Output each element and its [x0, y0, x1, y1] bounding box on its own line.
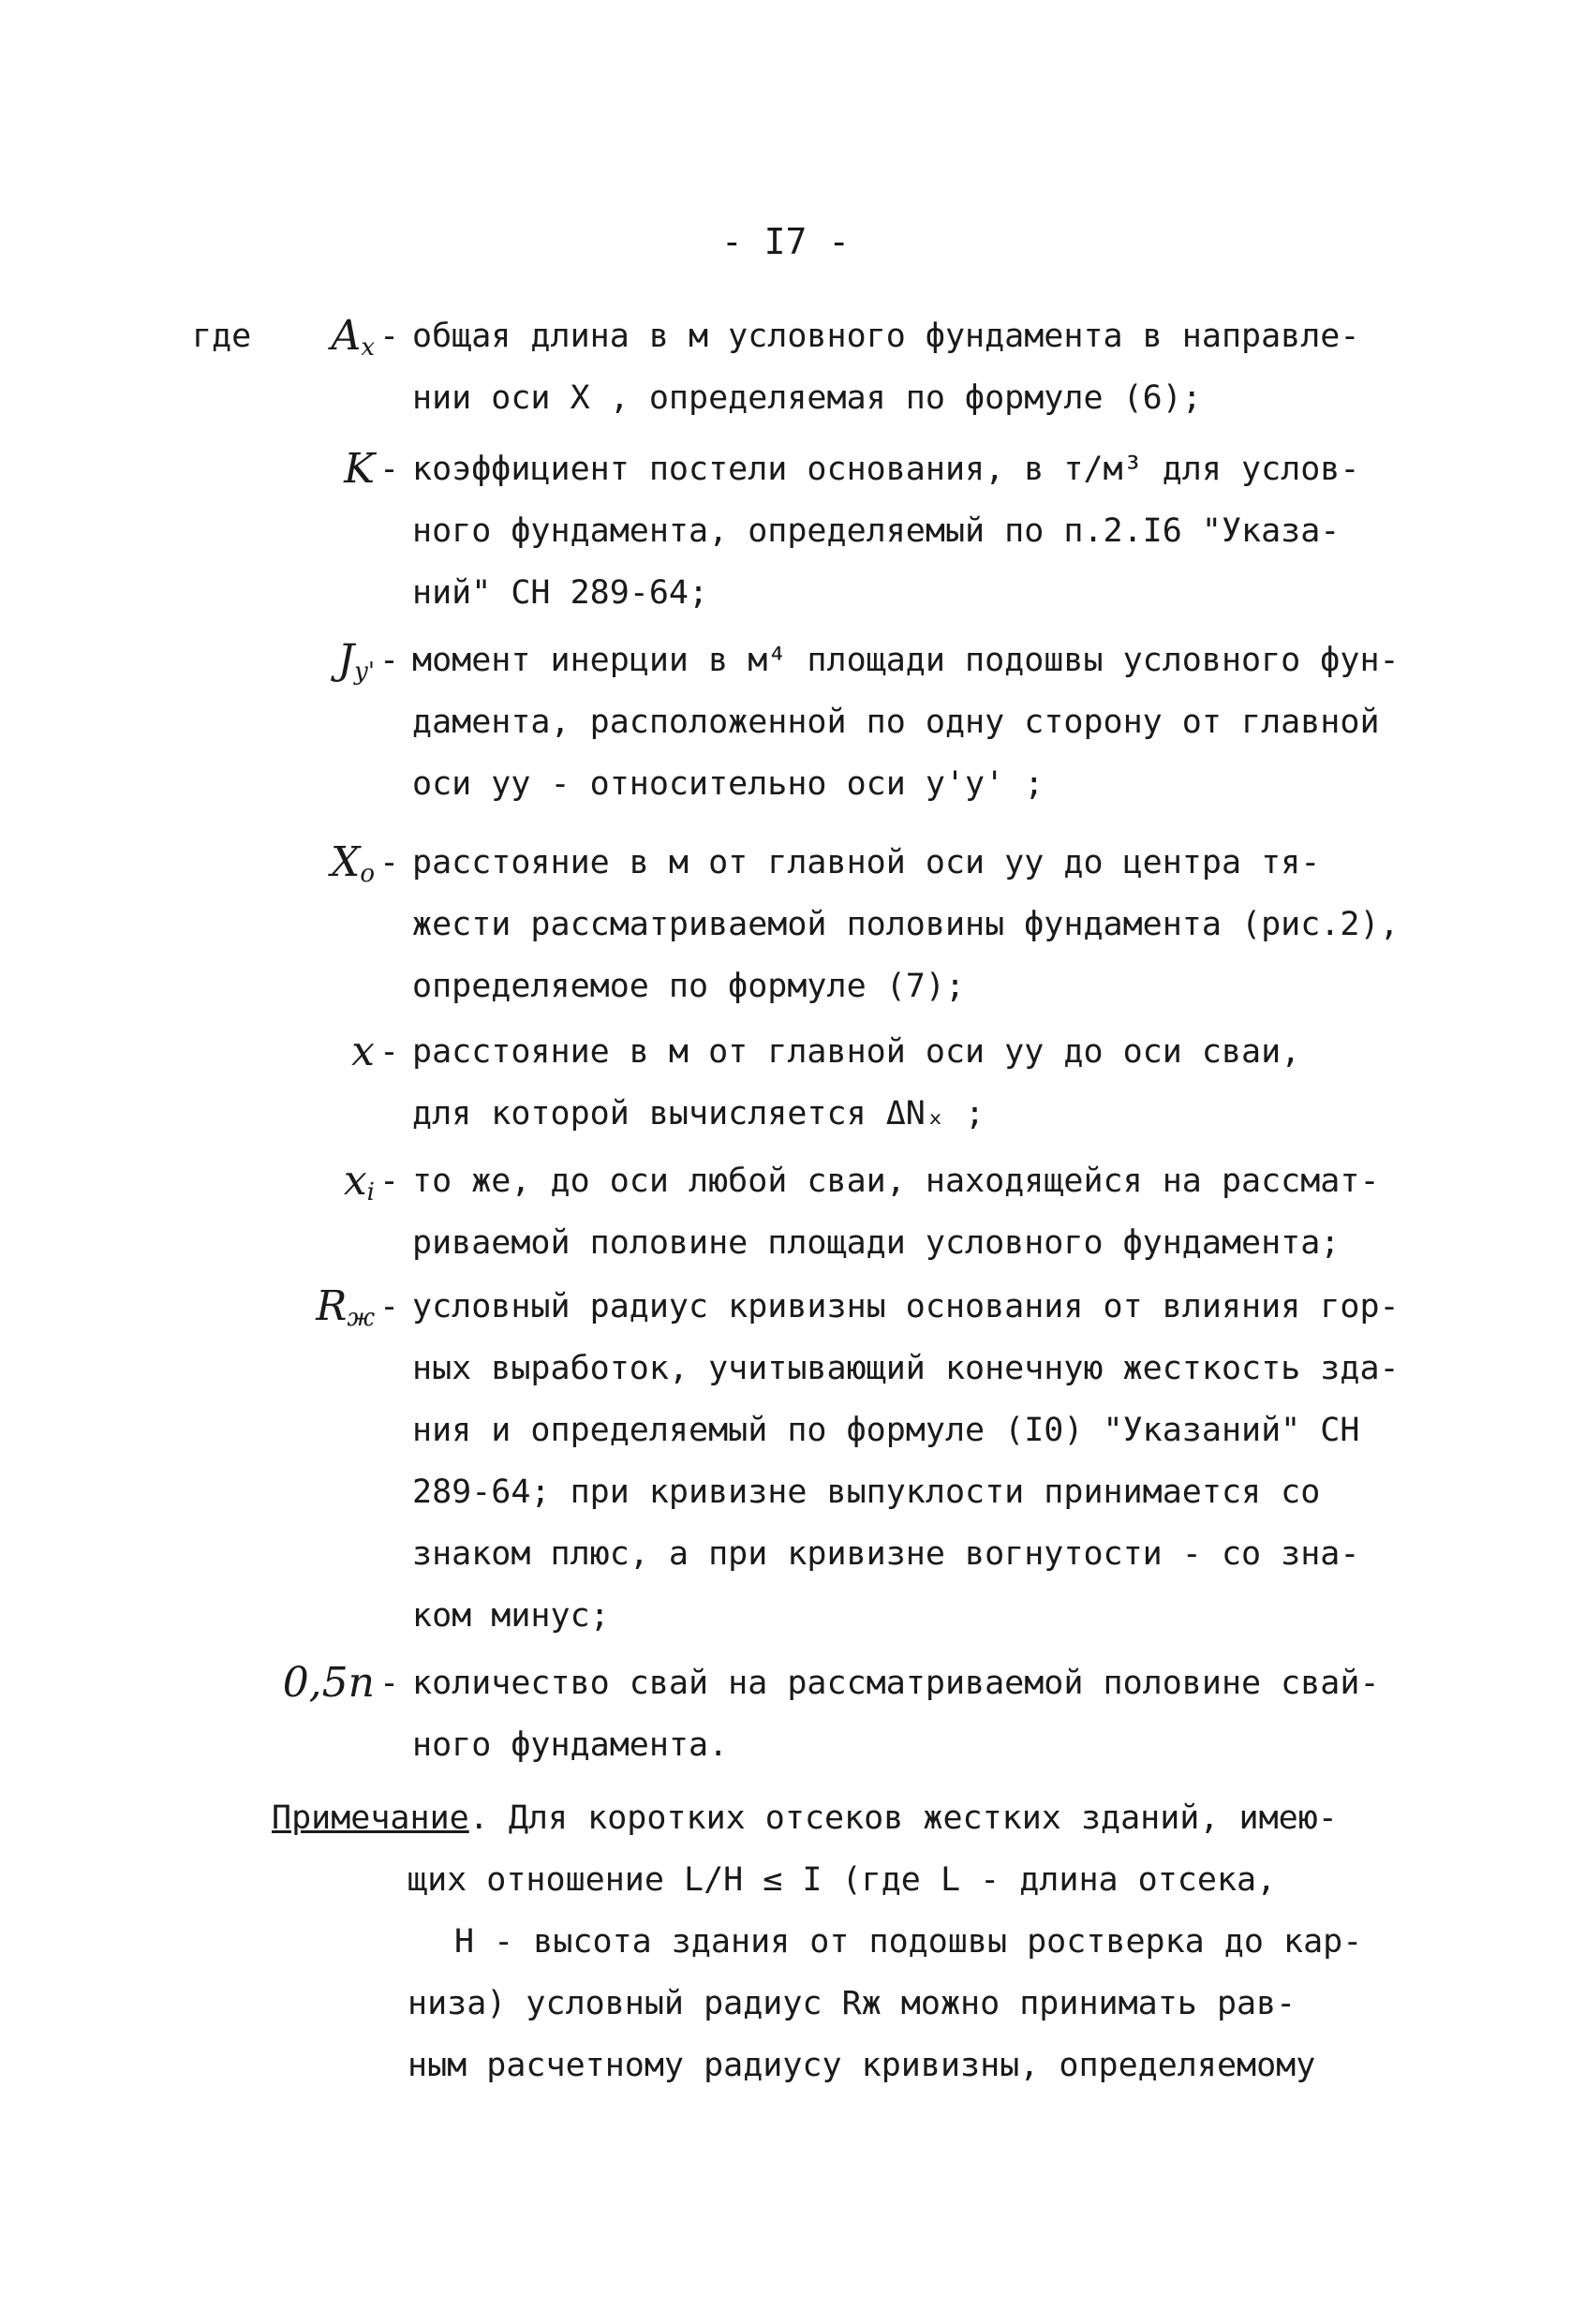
definition-line: расстояние в м от главной оси yy до центра тя-: [412, 844, 1321, 881]
definition-line: определяемое по формуле (7);: [412, 968, 966, 1005]
definition-text: [412, 832, 1405, 1017]
definition-dash: -: [379, 451, 400, 488]
note-text: . Для коротких отсеков жестких зданий, имею-: [468, 1799, 1338, 1837]
definition-dash: -: [379, 642, 400, 679]
definition-dash: -: [379, 844, 400, 881]
definition-line: ного фундамента, определяемый по п.2.I6 "Указа-: [412, 512, 1341, 550]
definition-dash: -: [379, 1665, 400, 1702]
definition-dash: -: [379, 1162, 400, 1200]
definition-line: ний" СН 289-64;: [412, 574, 709, 612]
definition-line: то же, до оси любой сваи, находящейся на рассмат-: [412, 1162, 1380, 1200]
definition-line: коэффициент постели основания, в т/м³ для услов-: [412, 451, 1360, 488]
definition-symbol: $x_i$: [343, 1157, 375, 1206]
definition-line: жести рассматриваемой половины фундамента (рис.2),: [412, 906, 1400, 943]
definition-text: [412, 438, 1405, 624]
definition-symbol: K: [344, 445, 375, 493]
definition-symbol: x: [351, 1028, 375, 1075]
definition-line: ния и определяемый по формуле (I0) "Указаний" СН: [412, 1412, 1360, 1449]
definition-dash: -: [379, 1288, 400, 1325]
definition-text: [412, 629, 1405, 815]
note-line: ным расчетному радиусу кривизны, определяемому: [408, 2047, 1316, 2084]
definition-symbol: $R_ж$: [316, 1282, 375, 1332]
definition-dash: -: [379, 1033, 400, 1071]
note-line: низа) условный радиус Rж можно принимать рав-: [408, 1985, 1297, 2022]
definition-text: [412, 1276, 1405, 1647]
definition-line: ного фундамента.: [412, 1726, 729, 1764]
definition-line: момент инерции в м⁴ площади подошвы условного фун-: [412, 642, 1400, 679]
page-number: - I7 -: [720, 221, 851, 262]
definition-text: [412, 1652, 1405, 1776]
definition-dash: -: [379, 318, 400, 355]
definition-line: количество свай на рассматриваемой половине свай-: [412, 1665, 1380, 1702]
definition-line: ком минус;: [412, 1597, 610, 1635]
definition-symbol: $X_o$: [331, 838, 375, 888]
definition-line: нии оси X , определяемая по формуле (6);: [412, 379, 1202, 417]
note-line: [272, 1787, 1415, 1849]
definition-line: риваемой половине площади условного фундамента;: [412, 1224, 1341, 1262]
definition-line: знаком плюс, а при кривизне вогнутости - со зна-: [412, 1535, 1360, 1573]
note-line: H - высота здания от подошвы ростверка до кар-: [454, 1923, 1363, 1961]
definition-line: расстояние в м от главной оси yy до оси сваи,: [412, 1033, 1301, 1071]
definition-symbol: $J_{y'}$: [337, 636, 375, 686]
note-line: щих отношение L/H ≤ I (где L - длина отсека,: [408, 1861, 1277, 1899]
intro-word: где: [192, 318, 252, 355]
definition-text: [412, 305, 1405, 429]
definition-symbol: $A_x$: [331, 312, 375, 362]
definition-line: для которой вычисляется ΔNₓ ;: [412, 1095, 986, 1132]
note-block: [272, 1787, 1415, 2096]
definition-symbol: 0,5n: [282, 1659, 375, 1707]
definition-line: оси yy - относительно оси y'y' ;: [412, 765, 1045, 803]
definition-text: [412, 1150, 1405, 1274]
note-label: Примечание: [272, 1799, 469, 1837]
definition-line: ных выработок, учитывающий конечную жесткость зда-: [412, 1350, 1400, 1387]
definition-line: условный радиус кривизны основания от влияния гор-: [412, 1288, 1400, 1325]
definition-line: общая длина в м условного фундамента в направле-: [412, 318, 1360, 355]
definition-text: [412, 1021, 1405, 1145]
definition-line: 289-64; при кривизне выпуклости принимается со: [412, 1473, 1321, 1511]
definition-line: дамента, расположенной по одну сторону от главной: [412, 703, 1380, 741]
